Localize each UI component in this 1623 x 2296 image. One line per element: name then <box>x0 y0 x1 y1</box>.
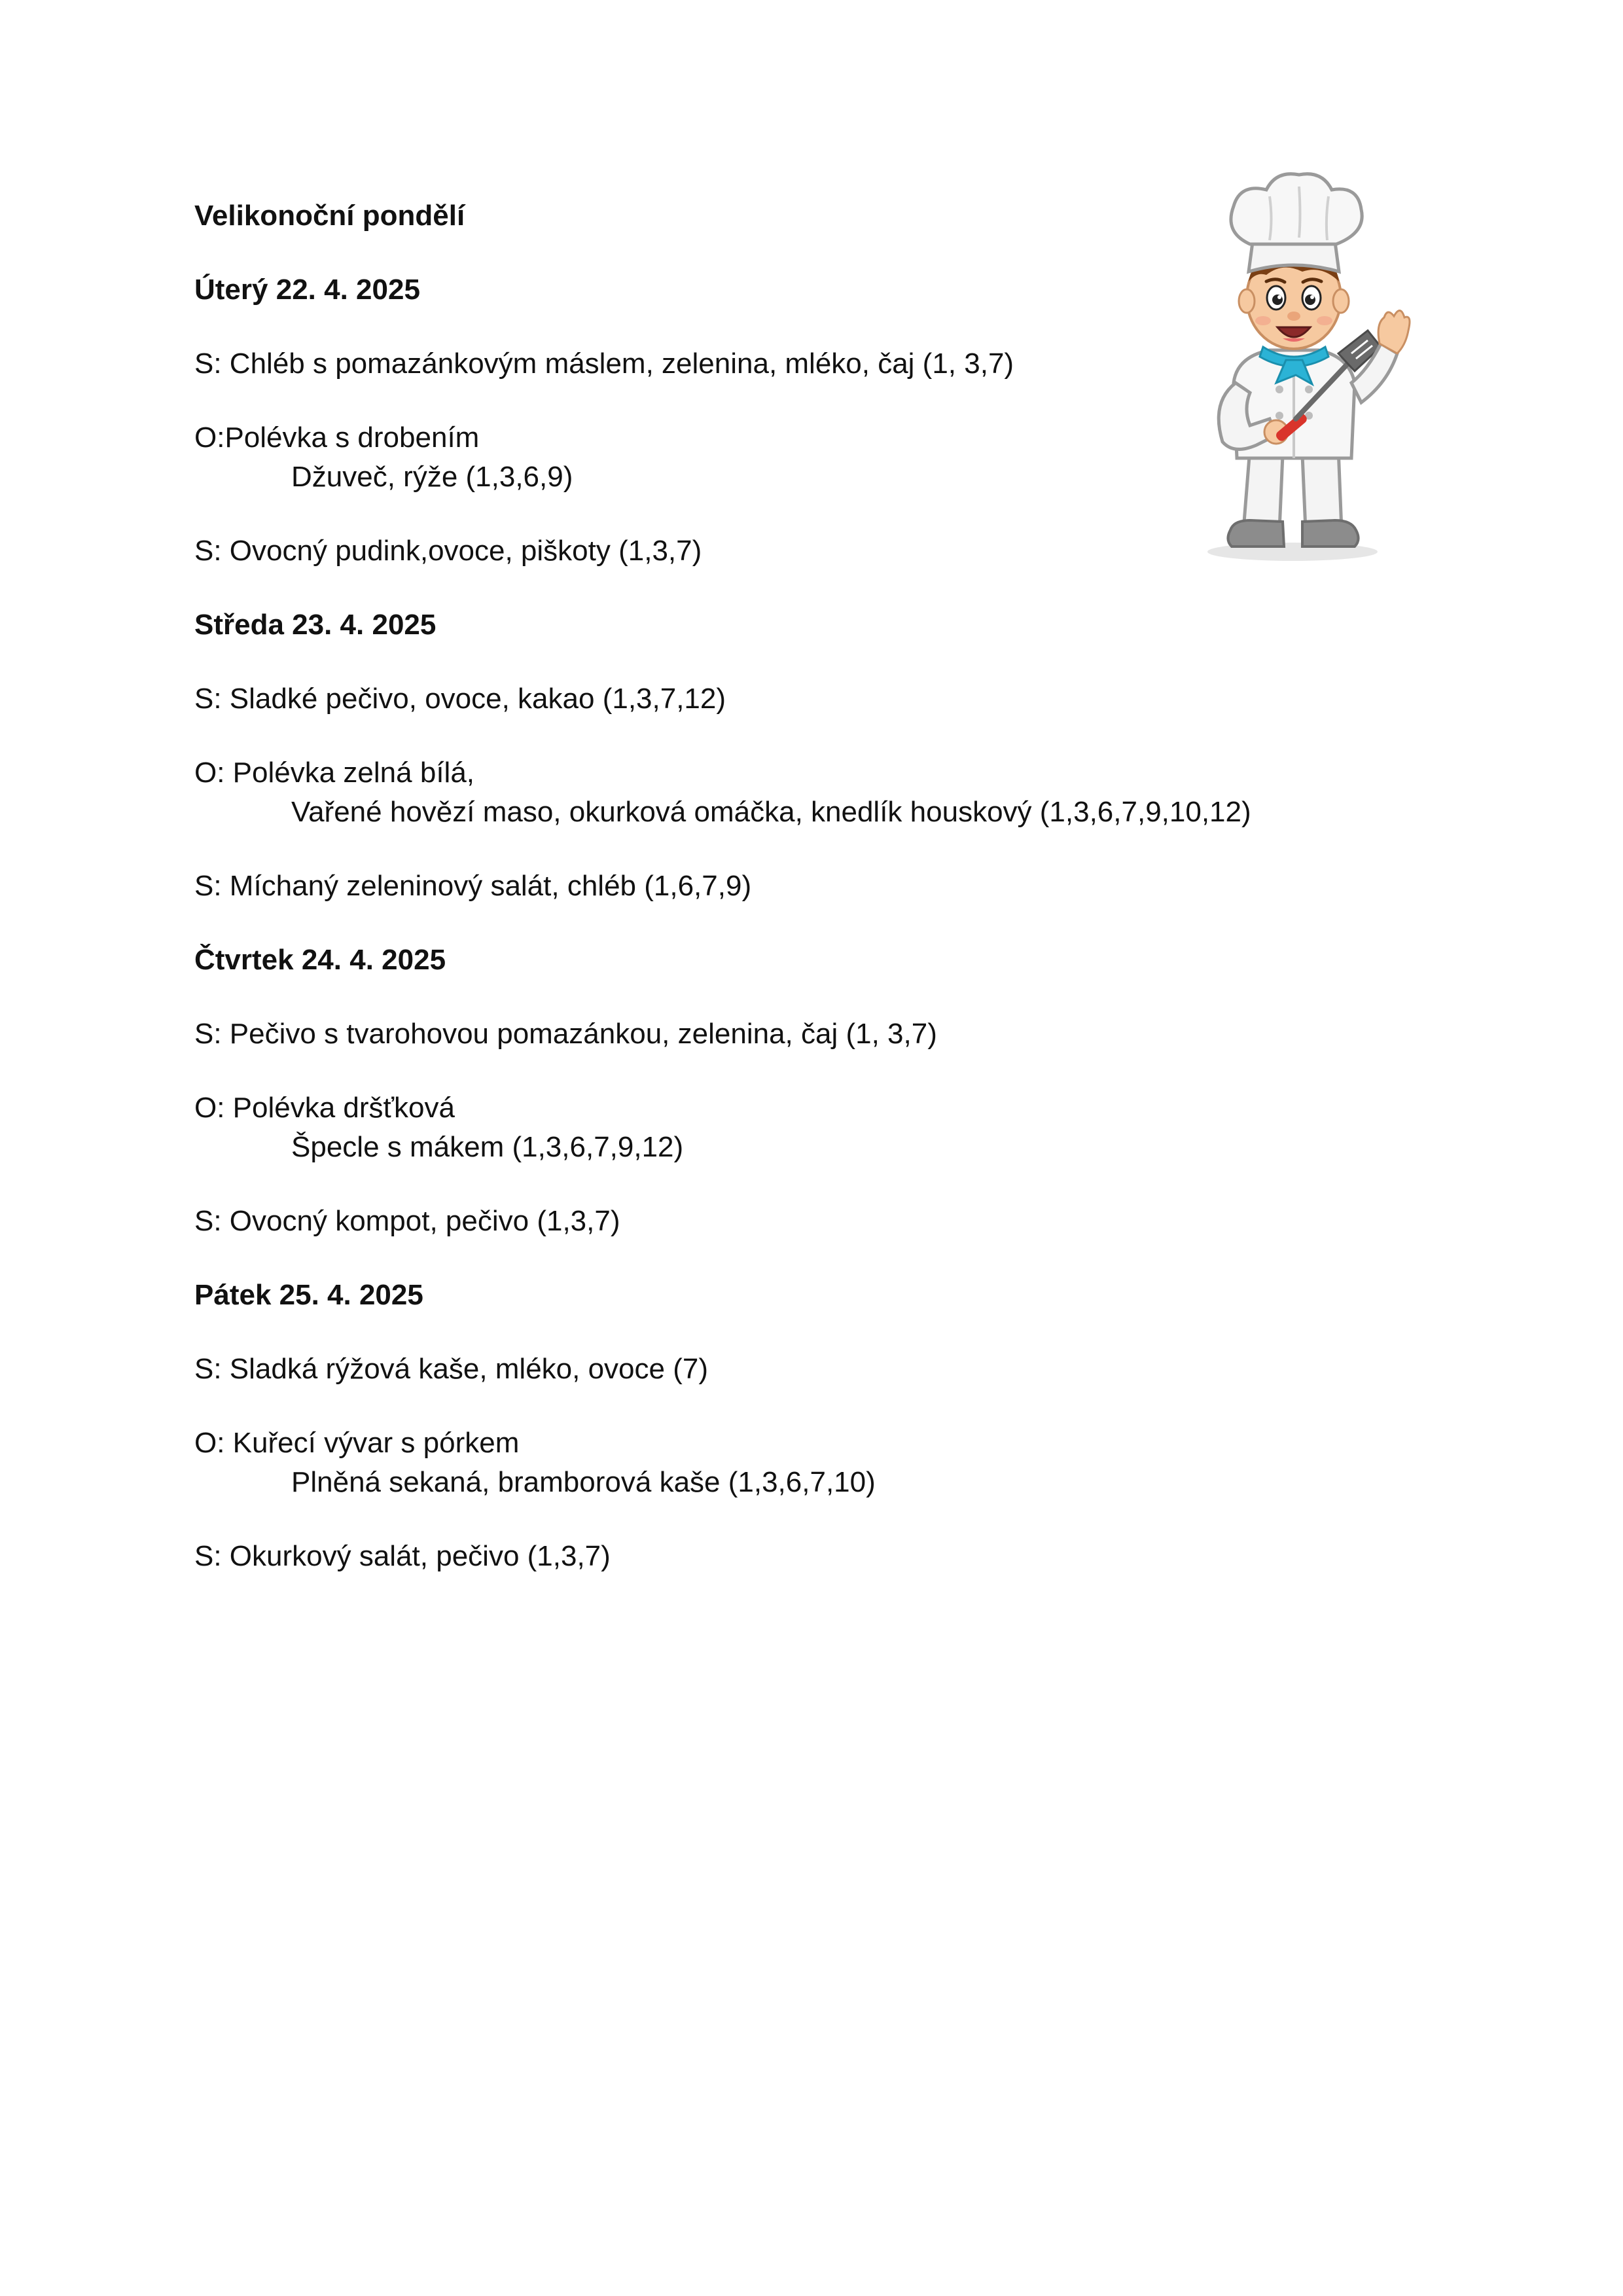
lunch <box>194 418 1307 497</box>
lunch-main: Vařené hovězí maso, okurková omáčka, knedlík houskový (1,3,6,7,9,10,12) <box>291 796 1251 828</box>
lunch-main: Špecle s mákem (1,3,6,7,9,12) <box>291 1131 684 1163</box>
lunch-soup: O: Polévka zelná bílá, <box>194 757 475 789</box>
morning-snack: S: Chléb s pomazánkovým máslem, zelenina, mléko, čaj (1, 3,7) <box>194 348 1014 380</box>
lunch <box>194 1424 1307 1502</box>
afternoon-snack: S: Ovocný pudink,ovoce, piškoty (1,3,7) <box>194 535 702 567</box>
day-heading-thursday: Čtvrtek 24. 4. 2025 <box>194 944 446 976</box>
lunch-soup: O: Kuřecí vývar s pórkem <box>194 1427 520 1459</box>
menu-content <box>194 196 1307 1611</box>
lunch-soup: O:Polévka s drobením <box>194 422 480 454</box>
morning-snack: S: Pečivo s tvarohovou pomazánkou, zelenina, čaj (1, 3,7) <box>194 1018 937 1050</box>
afternoon-snack: S: Míchaný zeleninový salát, chléb (1,6,7,9) <box>194 870 752 902</box>
morning-snack: S: Sladká rýžová kaše, mléko, ovoce (7) <box>194 1353 708 1385</box>
afternoon-snack: S: Ovocný kompot, pečivo (1,3,7) <box>194 1205 620 1237</box>
lunch <box>194 753 1307 832</box>
lunch-soup: O: Polévka dršťková <box>194 1092 455 1124</box>
lunch <box>194 1088 1307 1167</box>
afternoon-snack: S: Okurkový salát, pečivo (1,3,7) <box>194 1540 611 1572</box>
day-heading-tuesday: Úterý 22. 4. 2025 <box>194 274 420 306</box>
morning-snack: S: Sladké pečivo, ovoce, kakao (1,3,7,12) <box>194 683 726 715</box>
day-heading-friday: Pátek 25. 4. 2025 <box>194 1279 423 1311</box>
holiday-heading: Velikonoční pondělí <box>194 200 465 232</box>
chef-cartoon-icon <box>1171 167 1414 566</box>
lunch-main: Plněná sekaná, bramborová kaše (1,3,6,7,10) <box>291 1466 876 1498</box>
lunch-main: Džuveč, rýže (1,3,6,9) <box>291 461 573 493</box>
day-heading-wednesday: Středa 23. 4. 2025 <box>194 609 437 641</box>
